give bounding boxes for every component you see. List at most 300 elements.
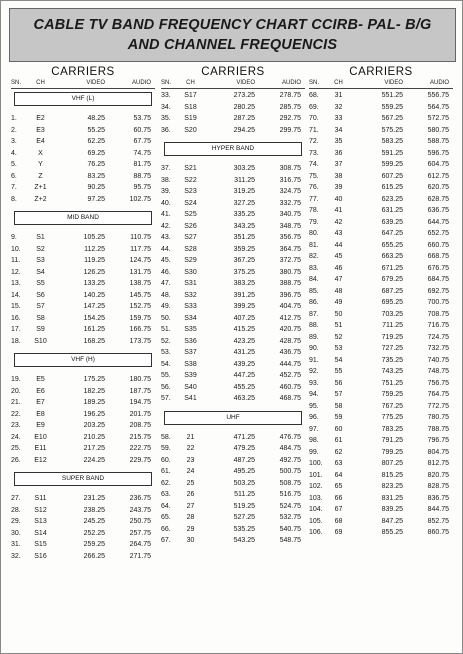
cell-video: 607.25 (381, 172, 403, 180)
cell-audio: 612.75 (427, 172, 449, 180)
cell-video: 815.25 (381, 471, 403, 479)
cell-channel: 54 (334, 356, 343, 364)
table-row (309, 366, 453, 378)
cell-channel: S8 (36, 314, 45, 322)
cell-sn: 62. (161, 479, 171, 487)
cell-video: 399.25 (233, 303, 255, 310)
cell-audio: 215.75 (129, 433, 151, 441)
cell-video: 359.25 (233, 245, 255, 253)
header-rule (11, 88, 155, 89)
cell-video: 154.25 (83, 314, 105, 322)
cell-sn: 1. (11, 115, 17, 122)
cell-sn: 78. (309, 207, 319, 214)
cell-channel: 41 (334, 207, 343, 214)
cell-audio: 110.75 (130, 234, 151, 241)
cell-channel: 64 (334, 471, 343, 479)
cell-sn: 81. (309, 241, 319, 249)
table-row (11, 194, 155, 206)
cell-video: 631.25 (381, 207, 403, 214)
cell-sn: 6. (11, 172, 17, 180)
table-row (161, 102, 305, 114)
cell-video: 351.25 (233, 234, 255, 241)
cell-channel: 38 (334, 172, 343, 180)
cell-channel: E11 (34, 445, 47, 452)
header-video: VIDEO (384, 80, 403, 86)
table-row (11, 386, 155, 398)
cell-channel: 51 (334, 322, 343, 329)
cell-audio: 278.75 (279, 92, 301, 99)
cell-video: 196.25 (83, 410, 105, 418)
cell-sn: 59. (161, 445, 171, 452)
cell-video: 126.25 (83, 268, 105, 276)
cell-channel: 56 (334, 379, 343, 387)
cell-sn: 73. (309, 149, 319, 157)
cell-video: 303.25 (233, 165, 255, 172)
header-rule (161, 88, 305, 89)
cell-video: 559.25 (381, 103, 403, 111)
cell-audio: 460.75 (279, 383, 301, 391)
cell-channel: 39 (334, 184, 343, 191)
cell-channel: 30 (186, 537, 195, 544)
cell-sn: 27. (11, 495, 21, 502)
cell-video: 383.25 (233, 280, 255, 287)
cell-video: 671.25 (381, 264, 403, 272)
cell-audio: 676.75 (427, 264, 449, 272)
cell-channel: S40 (184, 383, 197, 391)
table-row (11, 551, 155, 563)
cell-audio: 201.75 (129, 410, 151, 418)
table-row (309, 389, 453, 401)
cell-sn: 55. (161, 372, 171, 379)
cell-channel: S12 (34, 506, 47, 514)
cell-video: 455.25 (233, 383, 255, 391)
cell-video: 543.25 (233, 537, 255, 544)
cell-video: 487.25 (233, 456, 255, 464)
table-row (161, 113, 305, 125)
cell-channel: S34 (184, 314, 197, 322)
table-row (161, 535, 305, 547)
cell-video: 743.25 (381, 368, 403, 375)
cell-video: 503.25 (233, 479, 255, 487)
cell-channel: S23 (184, 188, 197, 195)
table-row (11, 301, 155, 313)
cell-sn: 96. (309, 414, 319, 421)
table-row (161, 301, 305, 313)
cell-video: 266.25 (83, 552, 105, 560)
table-row (309, 90, 453, 102)
table-row (161, 221, 305, 233)
cell-video: 245.25 (83, 518, 105, 525)
table-row (309, 412, 453, 424)
table-row (11, 324, 155, 336)
cell-video: 391.25 (233, 291, 255, 299)
cell-audio: 828.75 (427, 483, 449, 490)
cell-channel: Y (38, 161, 43, 168)
header-sn: SN. (11, 80, 22, 86)
cell-sn: 47. (161, 280, 171, 287)
cell-video: 203.25 (83, 422, 105, 429)
cell-audio: 476.75 (279, 433, 301, 441)
table-row (309, 320, 453, 332)
cell-sn: 31. (11, 541, 21, 548)
table-row (161, 125, 305, 137)
cell-channel: 44 (334, 241, 343, 249)
cell-channel: S28 (184, 245, 197, 253)
cell-audio: 708.75 (427, 310, 449, 318)
cell-audio: 308.75 (279, 165, 301, 172)
cell-sn: 65. (161, 514, 171, 521)
table-row (161, 209, 305, 221)
cell-audio: 102.75 (129, 195, 151, 203)
cell-channel: 58 (334, 402, 343, 410)
cell-sn: 103. (309, 494, 323, 502)
cell-audio: 180.75 (129, 376, 151, 383)
cell-audio: 264.75 (129, 541, 151, 548)
header-rule (309, 88, 453, 89)
cell-sn: 52. (161, 337, 171, 345)
cell-audio: 548.75 (279, 537, 301, 544)
cell-audio: 340.75 (279, 211, 301, 218)
cell-video: 527.25 (233, 514, 255, 521)
table-row (11, 528, 155, 540)
cell-channel: 60 (334, 425, 343, 433)
cell-sn: 43. (161, 234, 171, 241)
cell-audio: 428.75 (279, 337, 301, 345)
cell-sn: 99. (309, 448, 319, 456)
cell-sn: 92. (309, 368, 319, 375)
cell-channel: 61 (334, 437, 343, 444)
chart-title-banner (9, 8, 456, 62)
cell-sn: 68. (309, 92, 319, 99)
cell-sn: 15. (11, 303, 21, 310)
cell-channel: 24 (186, 468, 195, 475)
cell-sn: 79. (309, 218, 319, 226)
cell-video: 62.25 (87, 138, 105, 145)
cell-channel: S33 (184, 303, 197, 310)
column-rows (161, 90, 305, 547)
cell-video: 679.25 (381, 276, 403, 283)
cell-sn: 48. (161, 291, 171, 299)
cell-video: 224.25 (83, 456, 105, 464)
cell-channel: 35 (334, 138, 343, 145)
cell-video: 839.25 (381, 506, 403, 513)
cell-channel: 40 (334, 195, 343, 203)
table-row (11, 420, 155, 432)
table-row (11, 432, 155, 444)
table-row (161, 359, 305, 371)
cell-sn: 58. (161, 433, 171, 441)
cell-sn: 32. (11, 552, 21, 560)
cell-video: 495.25 (233, 468, 255, 475)
cell-channel: E9 (36, 422, 45, 429)
header-sn: SN. (309, 80, 320, 86)
cell-video: 182.25 (83, 387, 105, 395)
cell-audio: 88.75 (133, 172, 151, 180)
cell-sn: 60. (161, 456, 171, 464)
cell-channel: 33 (334, 115, 343, 122)
cell-audio: 412.75 (279, 314, 301, 322)
cell-channel: 21 (186, 433, 195, 441)
cell-audio: 596.75 (427, 149, 449, 157)
table-row (11, 244, 155, 256)
cell-audio: 588.75 (427, 138, 449, 145)
cell-channel: E8 (36, 410, 45, 418)
table-row (11, 267, 155, 279)
cell-channel: S29 (184, 257, 197, 264)
table-row (309, 470, 453, 482)
cell-audio: 292.75 (279, 115, 301, 122)
cell-video: 105.25 (83, 234, 105, 241)
table-row (11, 278, 155, 290)
cell-channel: S21 (184, 165, 197, 172)
cell-audio: 436.75 (279, 349, 301, 356)
cell-channel: S10 (34, 337, 47, 345)
cell-sn: 25. (11, 445, 21, 452)
cell-channel: S27 (184, 234, 197, 241)
cell-video: 855.25 (381, 529, 403, 536)
cell-video: 575.25 (381, 126, 403, 134)
cell-audio: 173.75 (129, 337, 151, 345)
cell-channel: E12 (34, 456, 47, 464)
table-row (309, 493, 453, 505)
cell-audio: 700.75 (427, 299, 449, 306)
cell-audio: 820.75 (427, 471, 449, 479)
cell-audio: 388.75 (279, 280, 301, 287)
cell-video: 367.25 (233, 257, 255, 264)
cell-sn: 94. (309, 391, 319, 398)
cell-channel: S22 (184, 176, 197, 184)
cell-video: 280.25 (233, 103, 255, 111)
cell-sn: 105. (309, 517, 323, 525)
header-audio: AUDIO (281, 80, 301, 86)
cell-channel: 55 (334, 368, 343, 375)
cell-sn: 72. (309, 138, 319, 145)
cell-video: 140.25 (83, 291, 105, 299)
cell-video: 623.25 (381, 195, 403, 203)
cell-audio: 852.75 (427, 517, 449, 525)
table-column-1 (11, 65, 155, 562)
table-row (161, 443, 305, 455)
table-row (309, 102, 453, 114)
table-row (309, 148, 453, 160)
cell-video: 703.25 (381, 310, 403, 318)
table-row (161, 489, 305, 501)
column-headers (11, 79, 155, 88)
cell-audio: 652.75 (427, 230, 449, 237)
cell-sn: 23. (11, 422, 21, 429)
table-row (309, 159, 453, 171)
cell-sn: 69. (309, 103, 319, 111)
table-row (161, 290, 305, 302)
cell-audio: 500.75 (279, 468, 301, 475)
cell-sn: 77. (309, 195, 319, 203)
cell-sn: 71. (309, 126, 319, 134)
cell-sn: 8. (11, 195, 17, 203)
cell-audio: 299.75 (279, 126, 301, 134)
cell-audio: 138.75 (129, 280, 151, 287)
cell-video: 97.25 (87, 195, 105, 203)
table-row (161, 466, 305, 478)
table-row (161, 501, 305, 513)
band-label: UHF (164, 411, 302, 425)
header-audio: AUDIO (131, 80, 151, 86)
table-row (161, 478, 305, 490)
cell-audio: 540.75 (279, 525, 301, 533)
cell-sn: 74. (309, 161, 319, 168)
table-row (309, 136, 453, 148)
cell-sn: 50. (161, 314, 171, 322)
cell-audio: 732.75 (427, 345, 449, 352)
cell-sn: 33. (161, 92, 171, 99)
cell-channel: S25 (184, 211, 197, 218)
cell-sn: 63. (161, 491, 171, 498)
cell-channel: S38 (184, 360, 197, 368)
cell-channel: Z (38, 172, 43, 180)
cell-audio: 60.75 (133, 126, 151, 134)
cell-channel: 65 (334, 483, 343, 490)
cell-audio: 131.75 (129, 268, 151, 276)
band-label: VHF (L) (14, 92, 152, 106)
table-row (161, 163, 305, 175)
cell-sn: 46. (161, 268, 171, 276)
table-row (11, 290, 155, 302)
header-ch: CH (36, 80, 45, 86)
cell-audio: 285.75 (279, 103, 301, 111)
table-row (309, 309, 453, 321)
table-row (161, 186, 305, 198)
cell-sn: 104. (309, 506, 323, 513)
cell-channel: S39 (184, 372, 197, 379)
table-row (309, 263, 453, 275)
cell-channel: 53 (334, 345, 343, 352)
table-row (11, 455, 155, 467)
band-label: SUPER BAND (14, 472, 152, 486)
cell-video: 252.25 (83, 529, 105, 537)
cell-audio: 804.75 (427, 448, 449, 456)
cell-sn: 18. (11, 337, 21, 345)
table-row (309, 481, 453, 493)
cell-audio: 604.75 (427, 161, 449, 168)
cell-sn: 11. (11, 257, 21, 264)
cell-channel: S31 (184, 280, 197, 287)
cell-video: 807.25 (381, 460, 403, 467)
table-row (11, 539, 155, 551)
cell-video: 55.25 (87, 126, 105, 134)
cell-video: 519.25 (233, 502, 255, 510)
cell-audio: 372.75 (279, 257, 301, 264)
cell-audio: 222.75 (129, 445, 151, 452)
table-row (11, 505, 155, 517)
cell-audio: 356.75 (279, 234, 301, 241)
cell-channel: 27 (186, 502, 195, 510)
header-video: VIDEO (236, 80, 255, 86)
cell-channel: E5 (36, 376, 45, 383)
cell-audio: 468.75 (279, 395, 301, 402)
cell-video: 655.25 (381, 241, 403, 249)
table-row (11, 493, 155, 505)
column-headers (309, 79, 453, 88)
cell-audio: 756.75 (427, 379, 449, 387)
table-row (11, 374, 155, 386)
header-audio: AUDIO (429, 80, 449, 86)
cell-audio: 764.75 (427, 391, 449, 398)
table-row (161, 232, 305, 244)
cell-audio: 636.75 (427, 207, 449, 214)
cell-sn: 106. (309, 529, 323, 536)
cell-audio: 668.75 (427, 253, 449, 260)
table-row (309, 355, 453, 367)
cell-sn: 26. (11, 456, 21, 464)
table-row (161, 382, 305, 394)
cell-channel: E7 (36, 399, 45, 406)
table-row (309, 401, 453, 413)
cell-channel: 50 (334, 310, 343, 318)
cell-channel: 29 (186, 525, 195, 533)
table-row (161, 512, 305, 524)
cell-video: 663.25 (381, 253, 403, 260)
cell-audio: 380.75 (279, 268, 301, 276)
table-row (309, 240, 453, 252)
cell-sn: 30. (11, 529, 21, 537)
cell-audio: 452.75 (279, 372, 301, 379)
table-row (309, 286, 453, 298)
table-row (309, 274, 453, 286)
cell-video: 511.25 (234, 491, 255, 498)
table-row (309, 113, 453, 125)
cell-video: 823.25 (381, 483, 403, 490)
cell-audio: 420.75 (279, 326, 301, 333)
cell-audio: 516.75 (279, 491, 301, 498)
cell-audio: 159.75 (129, 314, 151, 322)
cell-video: 259.25 (83, 541, 105, 548)
cell-video: 695.25 (381, 299, 403, 306)
cell-audio: 492.75 (279, 456, 301, 464)
cell-channel: S24 (184, 199, 197, 207)
cell-sn: 37. (161, 165, 171, 172)
cell-channel: X (38, 149, 43, 157)
cell-channel: S20 (184, 126, 197, 134)
cell-channel: 69 (334, 529, 343, 536)
cell-channel: S13 (34, 518, 47, 525)
cell-sn: 19. (11, 376, 21, 383)
cell-sn: 22. (11, 410, 21, 418)
cell-video: 727.25 (381, 345, 403, 352)
cell-audio: 250.75 (129, 518, 151, 525)
cell-audio: 145.75 (129, 291, 151, 299)
cell-sn: 14. (11, 291, 21, 299)
cell-channel: S35 (184, 326, 197, 333)
cell-channel: S3 (36, 257, 45, 264)
table-row (309, 205, 453, 217)
cell-channel: E4 (36, 138, 45, 145)
cell-channel: Z+1 (34, 184, 47, 191)
cell-audio: 836.75 (427, 494, 449, 502)
cell-sn: 51. (161, 326, 171, 333)
cell-video: 479.25 (233, 445, 255, 452)
cell-sn: 44. (161, 245, 171, 253)
table-row (309, 194, 453, 206)
cell-sn: 28. (11, 506, 21, 514)
cell-audio: 860.75 (427, 529, 449, 536)
carriers-heading: CARRIERS (51, 66, 115, 78)
table-column-3 (309, 65, 453, 539)
cell-channel: E2 (36, 115, 45, 122)
cell-audio: 396.75 (279, 291, 301, 299)
cell-channel: S14 (34, 529, 47, 537)
table-row (161, 370, 305, 382)
cell-audio: 716.75 (427, 322, 449, 329)
cell-channel: S7 (36, 303, 45, 310)
